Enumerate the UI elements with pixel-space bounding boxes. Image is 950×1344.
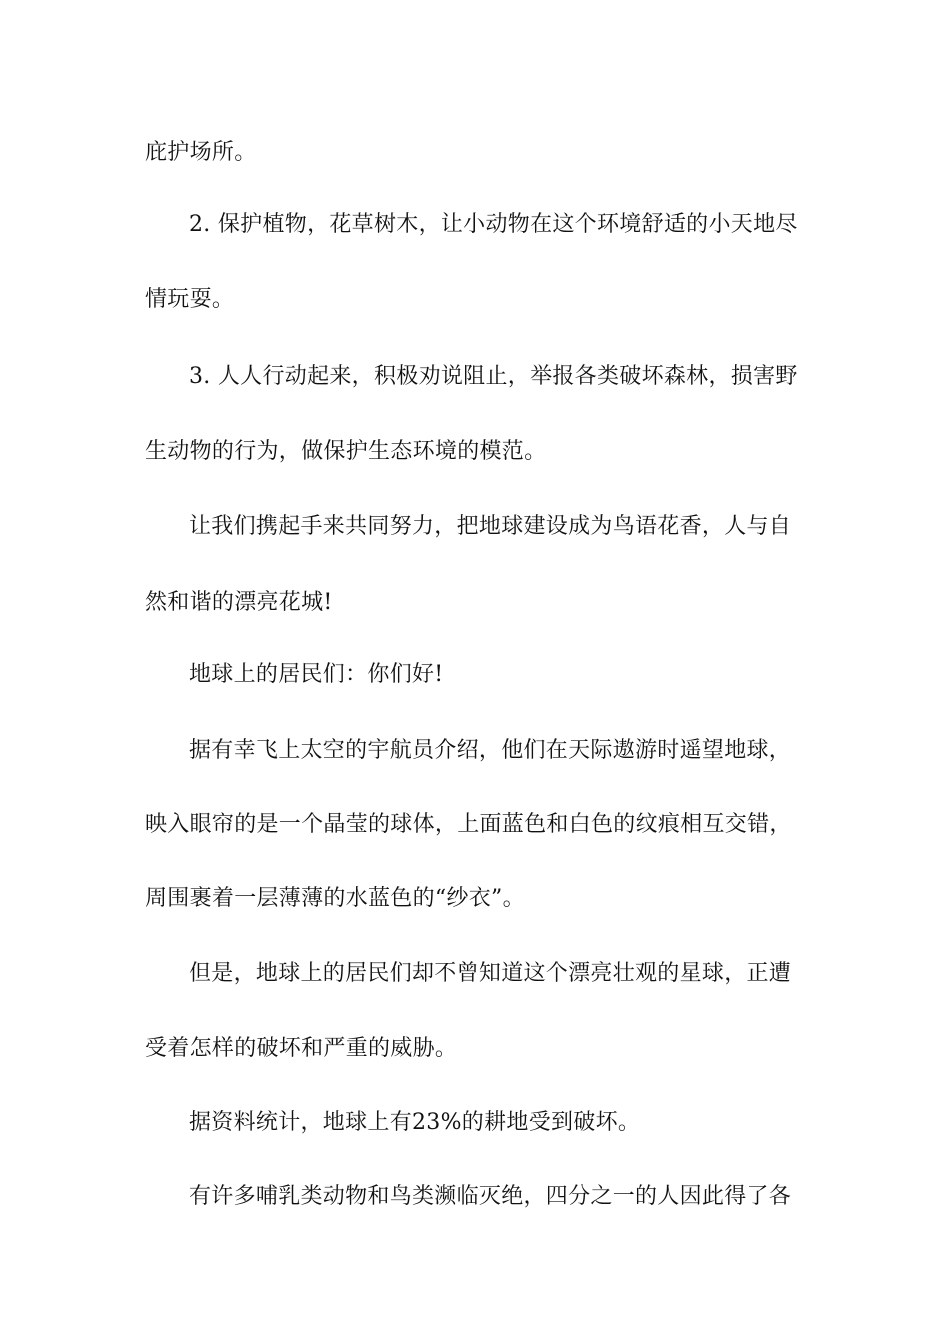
text-line-3: 情玩耍。 — [145, 287, 235, 312]
text-line-6: 让我们携起手来共同努力，把地球建设成为鸟语花香，人与自 — [189, 514, 792, 539]
text-line-10: 映入眼帘的是一个晶莹的球体，上面蓝色和白色的纹痕相互交错， — [145, 812, 792, 837]
text-line-1: 庇护场所。 — [145, 140, 257, 165]
text-line-15: 有许多哺乳类动物和鸟类濒临灭绝，四分之一的人因此得了各 — [189, 1184, 792, 1209]
text-line-14: 据资料统计，地球上有23%的耕地受到破坏。 — [189, 1110, 641, 1135]
text-line-12: 但是，地球上的居民们却不曾知道这个漂亮壮观的星球，正遭 — [189, 961, 792, 986]
text-line-8: 地球上的居民们：你们好! — [189, 662, 444, 687]
text-line-2: 2. 保护植物，花草树木，让小动物在这个环境舒适的小天地尽 — [189, 212, 798, 237]
text-line-9: 据有幸飞上太空的宇航员介绍，他们在天际遨游时遥望地球， — [189, 738, 792, 763]
text-line-13: 受着怎样的破坏和严重的威胁。 — [145, 1036, 458, 1061]
text-line-11: 周围裹着一层薄薄的水蓝色的“纱衣”。 — [145, 886, 525, 911]
text-line-4: 3. 人人行动起来，积极劝说阻止，举报各类破坏森林，损害野 — [189, 364, 798, 389]
text-line-5: 生动物的行为，做保护生态环境的模范。 — [145, 439, 547, 464]
text-line-7: 然和谐的漂亮花城! — [145, 590, 333, 615]
